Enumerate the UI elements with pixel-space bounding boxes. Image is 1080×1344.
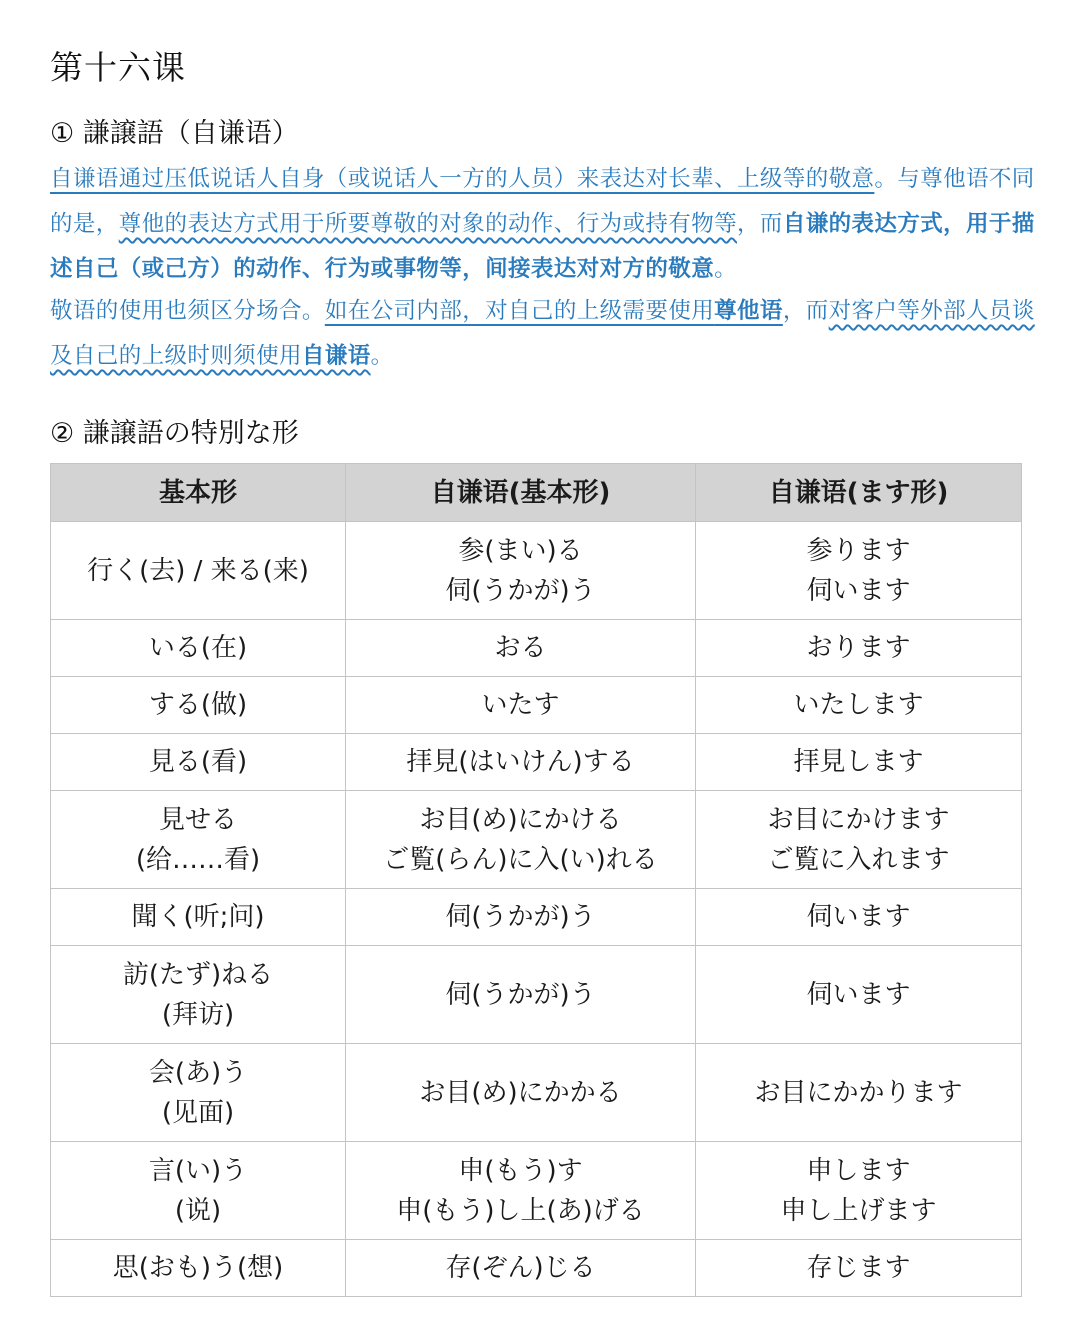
- header-basic-form: 基本形: [51, 464, 346, 522]
- cell-line: 訪(たず)ねる: [122, 959, 274, 990]
- cell-line: (说): [174, 1195, 222, 1226]
- wavy-underlined-text: 尊他的表达方式用于所要尊敬的对象的动作、行为或持有物等: [118, 211, 738, 237]
- plain-text: ，而: [737, 211, 783, 237]
- cell-line: 伺います: [806, 575, 911, 606]
- section-heading-special-forms: ② 謙譲語の特別な形: [50, 418, 299, 449]
- cell-line: 参(まい)る: [458, 535, 583, 566]
- cell-line: 拝見します: [793, 747, 924, 777]
- cell-humble-masu: [696, 946, 1022, 1044]
- cell-line: お目(め)にかける: [419, 804, 622, 835]
- cell-humble-masu: [696, 791, 1022, 889]
- cell-line: 見る(看): [148, 747, 248, 777]
- kenjougo-table: [50, 463, 1022, 1297]
- cell-humble-basic: [346, 1142, 696, 1240]
- cell-humble-masu: [696, 1240, 1022, 1297]
- cell-line: 参ります: [806, 535, 911, 566]
- cell-humble-masu: [696, 889, 1022, 946]
- cell-line: 存(ぞん)じる: [445, 1253, 596, 1283]
- cell-line: いたす: [481, 690, 560, 720]
- cell-basic: [51, 1044, 346, 1142]
- cell-basic: [51, 1240, 346, 1297]
- cell-line: 申し上げます: [780, 1195, 937, 1226]
- cell-line: 伺います: [806, 902, 911, 932]
- table-header-row: [51, 464, 1022, 522]
- cell-line: おる: [494, 633, 547, 663]
- cell-line: いる(在): [148, 633, 248, 663]
- table-row: [51, 620, 1022, 677]
- cell-basic: [51, 734, 346, 791]
- cell-line: 申(もう)し上(あ)げる: [396, 1195, 645, 1226]
- table-row: [51, 1240, 1022, 1297]
- cell-basic: [51, 677, 346, 734]
- cell-humble-masu: [696, 1142, 1022, 1240]
- cell-line: 会(あ)う: [148, 1057, 248, 1088]
- table-row: [51, 677, 1022, 734]
- cell-humble-masu: [696, 734, 1022, 791]
- paragraph-definition: [50, 157, 1035, 292]
- cell-line: する(做): [148, 690, 248, 720]
- cell-line: 行く(去) / 来る(来): [87, 555, 309, 586]
- cell-humble-basic: [346, 889, 696, 946]
- cell-basic: [51, 522, 346, 620]
- cell-humble-basic: [346, 677, 696, 734]
- paragraph-usage: [50, 289, 1035, 379]
- cell-line: 聞く(听;问): [131, 902, 265, 932]
- cell-line: 伺(うかが)う: [445, 575, 596, 606]
- cell-line: 存じます: [806, 1253, 911, 1283]
- cell-line: お目(め)にかかる: [419, 1077, 622, 1108]
- cell-basic: [51, 791, 346, 889]
- cell-basic: [51, 946, 346, 1044]
- plain-text: 。: [714, 256, 738, 282]
- cell-line: ご覧(らん)に入(い)れる: [383, 844, 658, 875]
- underlined-text: 如在公司内部，对自己的上级需要使用: [324, 298, 715, 324]
- cell-humble-masu: [696, 677, 1022, 734]
- cell-humble-masu: [696, 522, 1022, 620]
- cell-humble-basic: [346, 1044, 696, 1142]
- cell-line: 申(もう)す: [458, 1155, 583, 1186]
- cell-line: 申します: [806, 1155, 911, 1186]
- cell-humble-masu: [696, 620, 1022, 677]
- cell-line: お目にかけます: [767, 804, 950, 835]
- header-humble-basic: 自谦语(基本形): [346, 464, 696, 522]
- bold-text: 自谦的表达方式，用于描述自己（或己方）的动作、行为或事物等，间接表达对对方的敬意: [50, 211, 1035, 282]
- table-row: [51, 1044, 1022, 1142]
- table-row: [51, 522, 1022, 620]
- cell-humble-basic: [346, 620, 696, 677]
- cell-basic: [51, 1142, 346, 1240]
- cell-basic: [51, 889, 346, 946]
- cell-line: 思(おも)う(想): [112, 1253, 284, 1283]
- cell-humble-basic: [346, 791, 696, 889]
- plain-text: 。: [370, 343, 394, 369]
- table-row: [51, 889, 1022, 946]
- table-row: [51, 946, 1022, 1044]
- cell-line: いたします: [793, 690, 924, 720]
- cell-line: ご覧に入れます: [767, 844, 950, 875]
- cell-line: 伺います: [806, 979, 911, 1010]
- cell-line: おります: [806, 633, 911, 663]
- table-row: [51, 791, 1022, 889]
- wavy-underlined-text: 对客户等外部人员谈及自己的上级时则须使用: [50, 298, 1035, 369]
- plain-text: 。与尊他语不同的是，: [50, 166, 1035, 237]
- cell-line: お目にかかります: [754, 1077, 963, 1108]
- underlined-text: 自谦语通过压低说话人自身（或说话人一方的人员）来表达对长辈、上级等的敬意: [50, 166, 875, 192]
- page-title: 第十六课: [50, 48, 186, 87]
- section-heading-kenjougo: ① 謙譲語（自谦语）: [50, 118, 299, 149]
- cell-humble-basic: [346, 1240, 696, 1297]
- cell-humble-basic: [346, 734, 696, 791]
- bold-wavy-text: 自谦语: [301, 343, 371, 369]
- bold-underlined-text: 尊他语: [714, 298, 783, 324]
- plain-text: ，而: [782, 298, 829, 324]
- cell-line: (见面): [161, 1097, 235, 1128]
- cell-line: 見せる: [158, 804, 237, 835]
- cell-line: 伺(うかが)う: [445, 979, 596, 1010]
- cell-line: 伺(うかが)う: [445, 902, 596, 932]
- cell-humble-basic: [346, 522, 696, 620]
- cell-line: 言(い)う: [148, 1155, 248, 1186]
- header-humble-masu: 自谦语(ます形): [696, 464, 1022, 522]
- plain-text: 敬语的使用也须区分场合。: [50, 298, 325, 324]
- table-row: [51, 734, 1022, 791]
- cell-humble-masu: [696, 1044, 1022, 1142]
- cell-humble-basic: [346, 946, 696, 1044]
- table-row: [51, 1142, 1022, 1240]
- cell-line: (拜访): [161, 999, 235, 1030]
- cell-line: (给……看): [135, 844, 261, 875]
- cell-basic: [51, 620, 346, 677]
- cell-line: 拝見(はいけん)する: [406, 747, 635, 777]
